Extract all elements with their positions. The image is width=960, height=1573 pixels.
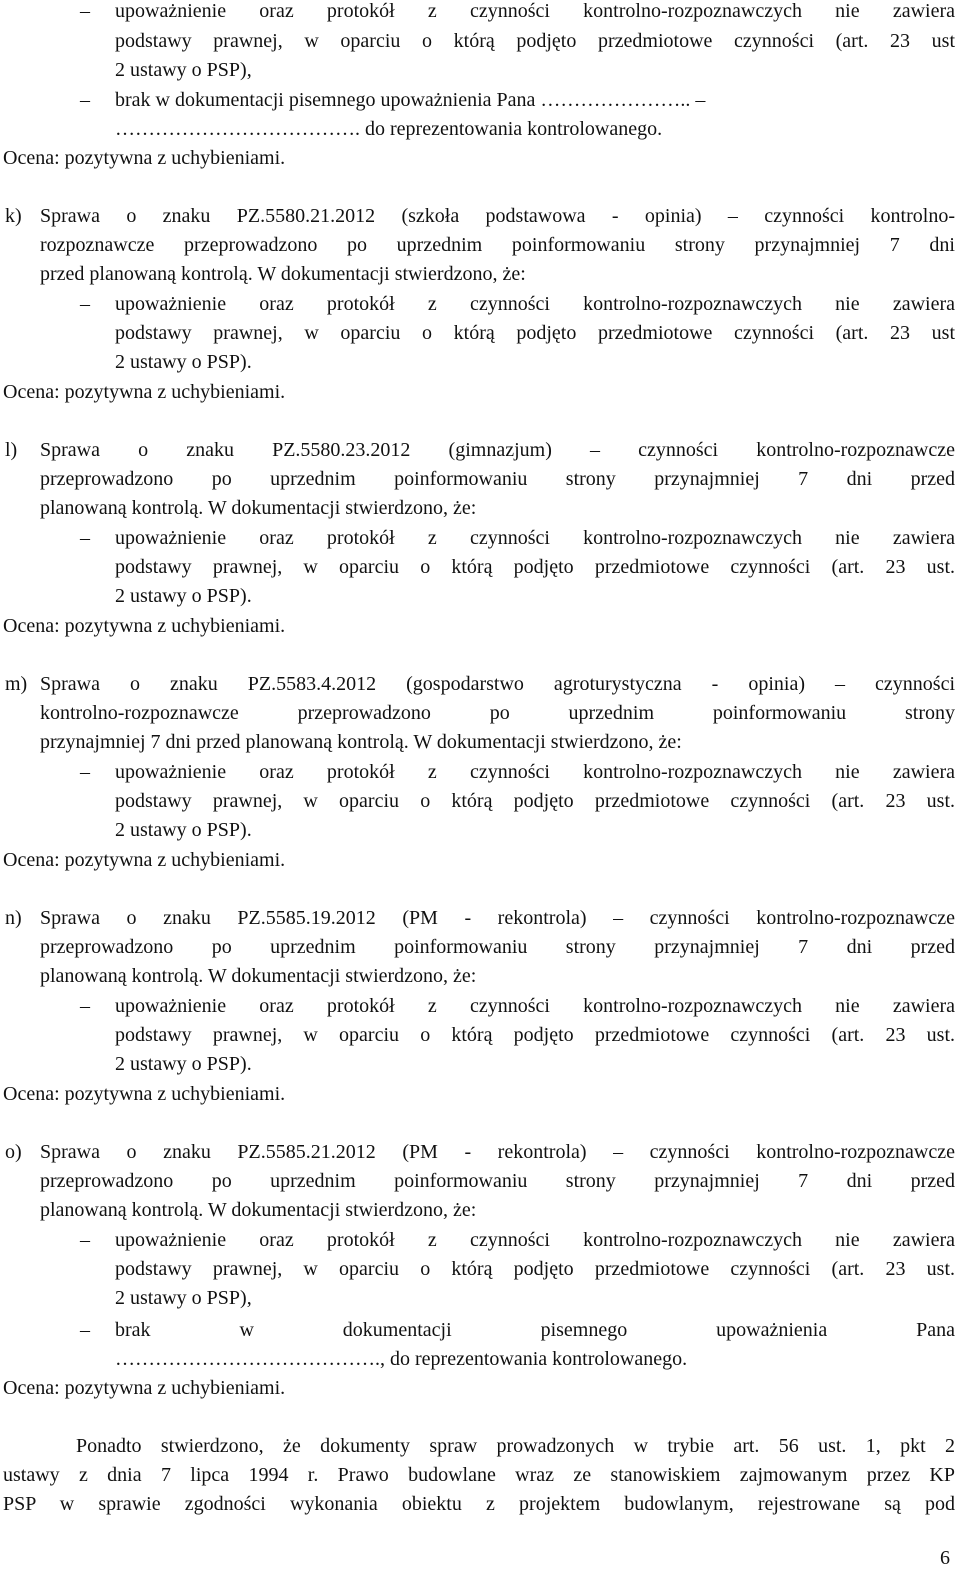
paragraph-text: 2 ustawy o PSP). [115, 819, 252, 841]
paragraph-text: Sprawa o znaku PZ.5585.19.2012 (PM - rekontrola) – czynności kontrolno-rozpoznawcze [40, 907, 955, 929]
text-line [0, 1315, 960, 1345]
text-line [0, 786, 960, 816]
text-line [0, 318, 960, 348]
assessment-text: Ocena: pozytywna z uchybieniami. [3, 1083, 286, 1105]
text-line [0, 0, 960, 26]
page-number: 6 [940, 1547, 950, 1569]
text-line [0, 757, 960, 787]
text-line [0, 552, 960, 582]
list-dash: – [80, 995, 90, 1017]
paragraph-text: PSP w sprawie zgodności wykonania obiektu z projektem budowlanym, rejestrowane są pod [3, 1493, 955, 1515]
text-line [0, 1431, 960, 1461]
text-line [0, 230, 960, 260]
text-line [0, 143, 960, 173]
text-line [0, 493, 960, 523]
assessment-text: Ocena: pozytywna z uchybieniami. [3, 615, 286, 637]
text-line [0, 1283, 960, 1313]
text-line [0, 55, 960, 85]
paragraph-text: upoważnienie oraz protokół z czynności kontrolno-rozpoznawczych nie zawiera [115, 995, 955, 1017]
paragraph-text: brak w dokumentacji pisemnego upoważnienia Pana ………………….. – [115, 89, 706, 111]
text-line [0, 611, 960, 641]
list-dash: – [80, 1319, 90, 1341]
paragraph-text: ………………………………. do reprezentowania kontrolowanego. [115, 118, 663, 140]
list-dash: – [80, 761, 90, 783]
paragraph-text: 2 ustawy o PSP). [115, 585, 252, 607]
text-line [0, 1137, 960, 1167]
list-dash: – [80, 0, 90, 22]
paragraph-text: podstawy prawnej, w oparciu o którą podjęto przedmiotowe czynności (art. 23 ust. [115, 790, 955, 812]
paragraph-text: …………………………………., do reprezentowania kontrolowanego. [115, 1348, 688, 1370]
paragraph-text: planowaną kontrolą. W dokumentacji stwierdzono, że: [40, 1199, 477, 1221]
list-marker: m) [5, 673, 28, 695]
text-line [0, 1460, 960, 1490]
assessment-text: Ocena: pozytywna z uchybieniami. [3, 147, 286, 169]
text-line [0, 464, 960, 494]
paragraph-text: Sprawa o znaku PZ.5585.21.2012 (PM - rekontrola) – czynności kontrolno-rozpoznawcze [40, 1141, 955, 1163]
paragraph-text: planowaną kontrolą. W dokumentacji stwierdzono, że: [40, 965, 477, 987]
paragraph-text: przeprowadzono po uprzednim poinformowaniu strony przynajmniej 7 dni przed [40, 468, 955, 490]
paragraph-text: ustawy z dnia 7 lipca 1994 r. Prawo budowlane wraz ze stanowiskiem zajmowanym przez KP [3, 1464, 955, 1486]
list-marker: n) [5, 907, 22, 929]
paragraph-text: 2 ustawy o PSP), [115, 1287, 252, 1309]
paragraph-text: kontrolno-rozpoznawcze przeprowadzono po uprzednim poinformowaniu strony [40, 702, 955, 724]
text-line [0, 435, 960, 465]
paragraph-text: upoważnienie oraz protokół z czynności kontrolno-rozpoznawczych nie zawiera [115, 293, 955, 315]
text-line [0, 1225, 960, 1255]
page-number-line [0, 1543, 960, 1573]
text-line [0, 523, 960, 553]
text-line [0, 289, 960, 319]
text-line [0, 114, 960, 144]
text-line [0, 1254, 960, 1284]
text-line [0, 991, 960, 1021]
text-line [0, 961, 960, 991]
text-line [0, 1373, 960, 1403]
paragraph-text: przed planowaną kontrolą. W dokumentacji stwierdzono, że: [40, 263, 526, 285]
list-dash: – [80, 1229, 90, 1251]
list-marker: o) [5, 1141, 22, 1163]
text-line [0, 1166, 960, 1196]
text-line [0, 669, 960, 699]
paragraph-text: Sprawa o znaku PZ.5583.4.2012 (gospodarstwo agroturystyczna - opinia) – czynności [40, 673, 955, 695]
list-dash: – [80, 527, 90, 549]
text-line [0, 259, 960, 289]
assessment-text: Ocena: pozytywna z uchybieniami. [3, 849, 286, 871]
list-dash: – [80, 89, 90, 111]
text-line [0, 815, 960, 845]
assessment-text: Ocena: pozytywna z uchybieniami. [3, 1377, 286, 1399]
paragraph-text: przeprowadzono po uprzednim poinformowaniu strony przynajmniej 7 dni przed [40, 936, 955, 958]
text-line [0, 727, 960, 757]
paragraph-text: brak w dokumentacji pisemnego upoważnienia Pana [115, 1319, 955, 1341]
paragraph-text: 2 ustawy o PSP). [115, 351, 252, 373]
paragraph-text: podstawy prawnej, w oparciu o którą podjęto przedmiotowe czynności (art. 23 ust [115, 322, 955, 344]
text-line [0, 1344, 960, 1374]
list-dash: – [80, 293, 90, 315]
text-line [0, 347, 960, 377]
paragraph-text: przeprowadzono po uprzednim poinformowaniu strony przynajmniej 7 dni przed [40, 1170, 955, 1192]
paragraph-text: 2 ustawy o PSP). [115, 1053, 252, 1075]
paragraph-text: podstawy prawnej, w oparciu o którą podjęto przedmiotowe czynności (art. 23 ust. [115, 1024, 955, 1046]
text-line [0, 26, 960, 56]
text-line [0, 845, 960, 875]
text-line [0, 1489, 960, 1519]
list-marker: k) [5, 205, 22, 227]
text-line [0, 201, 960, 231]
paragraph-text: planowaną kontrolą. W dokumentacji stwierdzono, że: [40, 497, 477, 519]
paragraph-text: rozpoznawcze przeprowadzono po uprzednim poinformowaniu strony przynajmniej 7 dni [40, 234, 955, 256]
text-line [0, 1195, 960, 1225]
text-line [0, 698, 960, 728]
text-line [0, 85, 960, 115]
paragraph-text: podstawy prawnej, w oparciu o którą podjęto przedmiotowe czynności (art. 23 ust. [115, 1258, 955, 1280]
paragraph-text: upoważnienie oraz protokół z czynności kontrolno-rozpoznawczych nie zawiera [115, 527, 955, 549]
paragraph-text: Ponadto stwierdzono, że dokumenty spraw prowadzonych w trybie art. 56 ust. 1, pkt 2 [76, 1435, 955, 1457]
paragraph-text: 2 ustawy o PSP), [115, 59, 252, 81]
assessment-text: Ocena: pozytywna z uchybieniami. [3, 381, 286, 403]
text-line [0, 377, 960, 407]
list-marker: l) [5, 439, 18, 461]
paragraph-text: podstawy prawnej, w oparciu o którą podjęto przedmiotowe czynności (art. 23 ust [115, 30, 955, 52]
text-line [0, 1079, 960, 1109]
paragraph-text: przynajmniej 7 dni przed planowaną kontrolą. W dokumentacji stwierdzono, że: [40, 731, 682, 753]
paragraph-text: Sprawa o znaku PZ.5580.21.2012 (szkoła podstawowa - opinia) – czynności kontrolno- [40, 205, 955, 227]
paragraph-text: upoważnienie oraz protokół z czynności kontrolno-rozpoznawczych nie zawiera [115, 761, 955, 783]
paragraph-text: upoważnienie oraz protokół z czynności kontrolno-rozpoznawczych nie zawiera [115, 0, 955, 22]
paragraph-text: podstawy prawnej, w oparciu o którą podjęto przedmiotowe czynności (art. 23 ust. [115, 556, 955, 578]
text-line [0, 1049, 960, 1079]
paragraph-text: Sprawa o znaku PZ.5580.23.2012 (gimnazjum) – czynności kontrolno-rozpoznawcze [40, 439, 955, 461]
text-line [0, 581, 960, 611]
paragraph-text: upoważnienie oraz protokół z czynności kontrolno-rozpoznawczych nie zawiera [115, 1229, 955, 1251]
text-line [0, 1020, 960, 1050]
text-line [0, 932, 960, 962]
text-line [0, 903, 960, 933]
